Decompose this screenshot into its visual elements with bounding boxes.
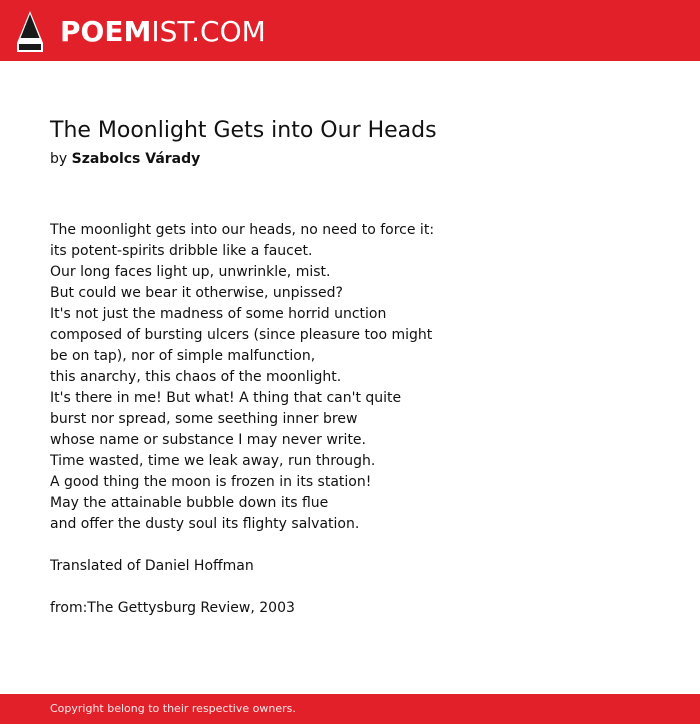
pencil-logo-icon xyxy=(16,10,44,53)
site-logo-link[interactable] xyxy=(16,9,266,53)
poem-line: But could we bear it otherwise, unpissed? xyxy=(50,285,343,301)
poem-line: its potent-spirits dribble like a faucet. xyxy=(50,243,313,259)
logo-bold-text: POEM xyxy=(60,14,152,48)
poem-line: burst nor spread, some seething inner brew xyxy=(50,411,358,427)
poem-line: whose name or substance I may never write. xyxy=(50,432,366,448)
poem-line: It's not just the madness of some horrid unction xyxy=(50,306,387,322)
poem-content xyxy=(50,116,650,619)
poem-byline xyxy=(50,148,650,170)
poem-line: It's there in me! But what! A thing that can't quite xyxy=(50,390,402,406)
poem-line: and offer the dusty soul its flighty salvation. xyxy=(50,516,360,532)
byline-prefix: by xyxy=(50,151,68,167)
poem-line: Our long faces light up, unwrinkle, mist. xyxy=(50,264,331,280)
translation-note: Translated of Daniel Hoffman xyxy=(50,558,254,574)
poem-body xyxy=(50,220,650,535)
footer-copyright: Copyright belong to their respective owners. xyxy=(50,702,296,715)
poem-line: be on tap), nor of simple malfunction, xyxy=(50,348,316,364)
poem-author: Szabolcs Várady xyxy=(71,151,201,167)
poem-line: A good thing the moon is frozen in its station! xyxy=(50,474,372,490)
poem-source: from:The Gettysburg Review, 2003 xyxy=(50,600,295,616)
poem-title: The Moonlight Gets into Our Heads xyxy=(50,118,437,143)
logo-light-text: IST.COM xyxy=(151,14,266,48)
site-header xyxy=(0,0,700,61)
site-logo-text xyxy=(60,14,266,48)
poem-line: Time wasted, time we leak away, run through. xyxy=(50,453,376,469)
poem-line: The moonlight gets into our heads, no need to force it: xyxy=(50,222,435,238)
site-footer xyxy=(0,694,700,724)
poem-line: composed of bursting ulcers (since pleasure too might xyxy=(50,327,433,343)
poem-line: May the attainable bubble down its flue xyxy=(50,495,329,511)
poem-line: this anarchy, this chaos of the moonlight. xyxy=(50,369,342,385)
